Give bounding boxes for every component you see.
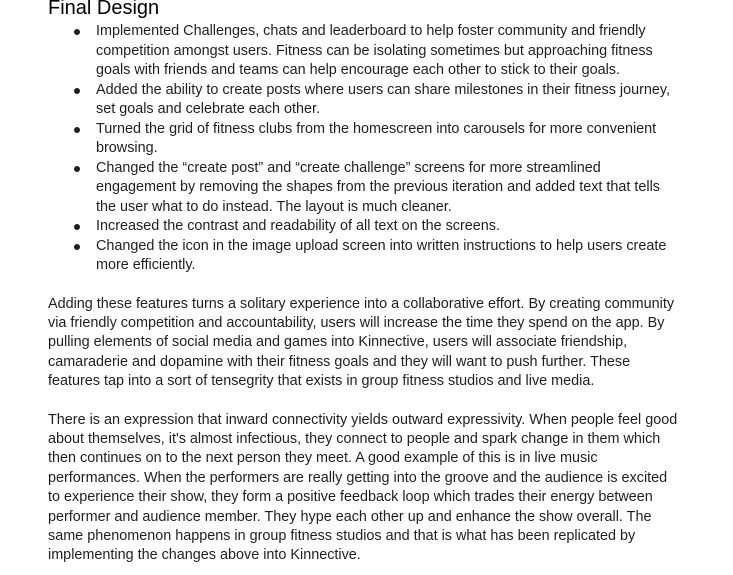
list-item-text: Implemented Challenges, chats and leaderboard to help foster community and friendly competition amongst users. Fitness can be isolating sometimes but approaching fitness goals with friends and teams can help encourage each other to stick to their goals. xyxy=(96,23,653,78)
list-item-text: Added the ability to create posts where users can share milestones in their fitness journey, set goals and celebrate each other. xyxy=(96,81,671,117)
list-item xyxy=(96,120,678,159)
section-heading: Final Design xyxy=(48,0,160,19)
list-item-text: Changed the “create post” and “create challenge” screens for more streamlined engagement by removing the shapes from the previous iteration and added text that tells the user what to do instead. The layout is much cleaner. xyxy=(96,159,660,215)
list-item xyxy=(96,237,678,276)
list-item-text: Increased the contrast and readability of all text on the screens. xyxy=(96,218,500,234)
bullet-icon xyxy=(74,166,80,172)
list-item xyxy=(96,217,678,237)
bullet-icon xyxy=(74,127,80,133)
body-paragraph: Adding these features turns a solitary experience into a collaborative effort. By creating community via friendly competition and accountability, users will increase the time they spend on the app. By pulling elements of social media and games into Kinnective, users will associate friendship, camaraderie and dopamine with their fitness goals and they will want to push further. These features tap into a sort of tensegrity that exists in group fitness studios and live media. xyxy=(48,295,675,390)
list-item xyxy=(96,22,678,81)
bullet-icon xyxy=(74,244,80,250)
body-paragraph: There is an expression that inward connectivity yields outward expressivity. When people feel good about themselves, it's almost infectious, they connect to people and spark change in them which then continues on to the next person they meet. A good example of this is in live music performances. When the performers are really getting into the groove and the audience is excited to experience their show, they form a positive feedback loop which trades their energy between performer and audience member. They hype each other up and enhance the show overall. The same phenomenon happens in group fitness studios and that is what has been replicated by implementing the changes above into Kinnective. xyxy=(48,411,678,564)
bullet-icon xyxy=(74,224,80,230)
document-page xyxy=(48,0,678,566)
list-item xyxy=(96,81,678,120)
bullet-icon xyxy=(74,29,80,35)
list-item-text: Turned the grid of fitness clubs from the homescreen into carousels for more convenient browsing. xyxy=(96,120,657,156)
list-item-text: Changed the icon in the image upload screen into written instructions to help users create more efficiently. xyxy=(96,237,667,273)
bullet-icon xyxy=(74,88,80,94)
list-item xyxy=(96,159,678,218)
feature-list xyxy=(48,22,678,276)
